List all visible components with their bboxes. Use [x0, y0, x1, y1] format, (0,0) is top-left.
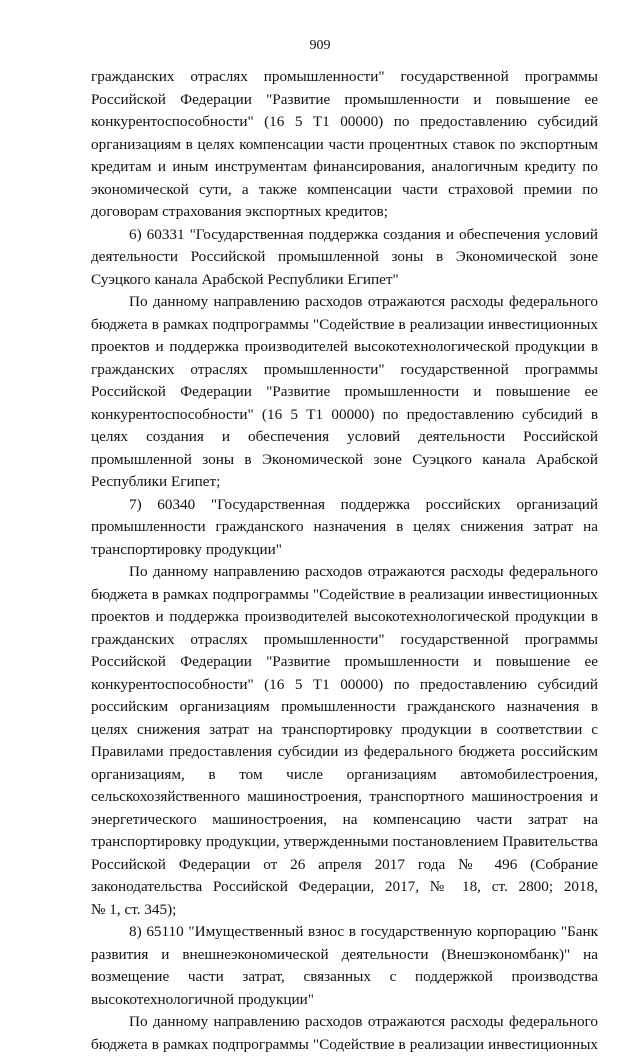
paragraph — [91, 921, 598, 1011]
text-line: экономической сути, а также компенсации части страховой премии по — [91, 179, 598, 202]
text-line: организациям в целях компенсации части процентных ставок по экспортным — [91, 134, 598, 157]
text-line: деятельности Российской промышленной зоны в Экономической зоне — [91, 246, 598, 269]
text-line: конкурентоспособности" (16 5 Т1 00000) по предоставлению субсидий — [91, 674, 598, 697]
text-line: По данному направлению расходов отражаются расходы федерального — [91, 561, 598, 584]
text-line: целях создания и обеспечения условий деятельности Российской — [91, 426, 598, 449]
text-line: целях снижения затрат на транспортировку продукции в соответствии с — [91, 719, 598, 742]
paragraph — [91, 561, 598, 921]
text-line: бюджета в рамках подпрограммы "Содействие в реализации инвестиционных — [91, 314, 598, 337]
text-line: 8) 65110 "Имущественный взнос в государственную корпорацию "Банк — [91, 921, 598, 944]
text-line: сельскохозяйственного машиностроения, транспортного машиностроения и — [91, 786, 598, 809]
text-line: гражданских отраслях промышленности" государственной программы — [91, 359, 598, 382]
page-number: 909 — [0, 38, 640, 54]
text-line: законодательства Российской Федерации, 2017, № 18, ст. 2800; 2018, — [91, 876, 598, 899]
text-line: Российской Федерации "Развитие промышленности и повышение ее — [91, 381, 598, 404]
text-line: По данному направлению расходов отражаются расходы федерального — [91, 1011, 598, 1034]
text-line: транспортировку продукции, утвержденными постановлением Правительства — [91, 831, 598, 854]
text-line: российским организациям промышленности гражданского назначения в — [91, 696, 598, 719]
text-line: № 1, ст. 345); — [91, 899, 598, 922]
text-line: Российской Федерации "Развитие промышленности и повышение ее — [91, 89, 598, 112]
text-line: промышленной зоны в Экономической зоне Суэцкого канала Арабской — [91, 449, 598, 472]
paragraph — [91, 494, 598, 562]
text-line: конкурентоспособности" (16 5 Т1 00000) по предоставлению субсидий — [91, 111, 598, 134]
text-line: Республики Египет; — [91, 471, 598, 494]
text-line: кредитам и иным инструментам финансирования, аналогичным кредиту по — [91, 156, 598, 179]
text-line: гражданских отраслях промышленности" государственной программы — [91, 66, 598, 89]
text-line: бюджета в рамках подпрограммы "Содействие в реализации инвестиционных — [91, 584, 598, 607]
text-line: Российской Федерации от 26 апреля 2017 года № 496 (Собрание — [91, 854, 598, 877]
document-body — [91, 66, 598, 1056]
paragraph — [91, 224, 598, 292]
paragraph — [91, 291, 598, 494]
text-line: По данному направлению расходов отражаются расходы федерального — [91, 291, 598, 314]
paragraph — [91, 1011, 598, 1056]
text-line: гражданских отраслях промышленности" государственной программы — [91, 629, 598, 652]
text-line: конкурентоспособности" (16 5 Т1 00000) по предоставлению субсидий в — [91, 404, 598, 427]
text-line: организациям, в том числе организациям автомобилестроения, — [91, 764, 598, 787]
text-line: Суэцкого канала Арабской Республики Египет" — [91, 269, 598, 292]
text-line: энергетического машиностроения, на компенсацию части затрат на — [91, 809, 598, 832]
paragraph — [91, 66, 598, 224]
text-line: проектов и поддержка производителей высокотехнологической продукции в — [91, 336, 598, 359]
text-line: Российской Федерации "Развитие промышленности и повышение ее — [91, 651, 598, 674]
text-line: 7) 60340 "Государственная поддержка российских организаций — [91, 494, 598, 517]
text-line: промышленности гражданского назначения в целях снижения затрат на — [91, 516, 598, 539]
text-line: 6) 60331 "Государственная поддержка создания и обеспечения условий — [91, 224, 598, 247]
text-line: Правилами предоставления субсидии из федерального бюджета российским — [91, 741, 598, 764]
text-line: договорам страхования экспортных кредитов; — [91, 201, 598, 224]
text-line: высокотехнологичной продукции" — [91, 989, 598, 1012]
text-line: транспортировку продукции" — [91, 539, 598, 562]
text-line: бюджета в рамках подпрограммы "Содействие в реализации инвестиционных — [91, 1034, 598, 1056]
text-line: возмещение части затрат, связанных с поддержкой производства — [91, 966, 598, 989]
text-line: проектов и поддержка производителей высокотехнологической продукции в — [91, 606, 598, 629]
text-line: развития и внешнеэкономической деятельности (Внешэкономбанк)" на — [91, 944, 598, 967]
